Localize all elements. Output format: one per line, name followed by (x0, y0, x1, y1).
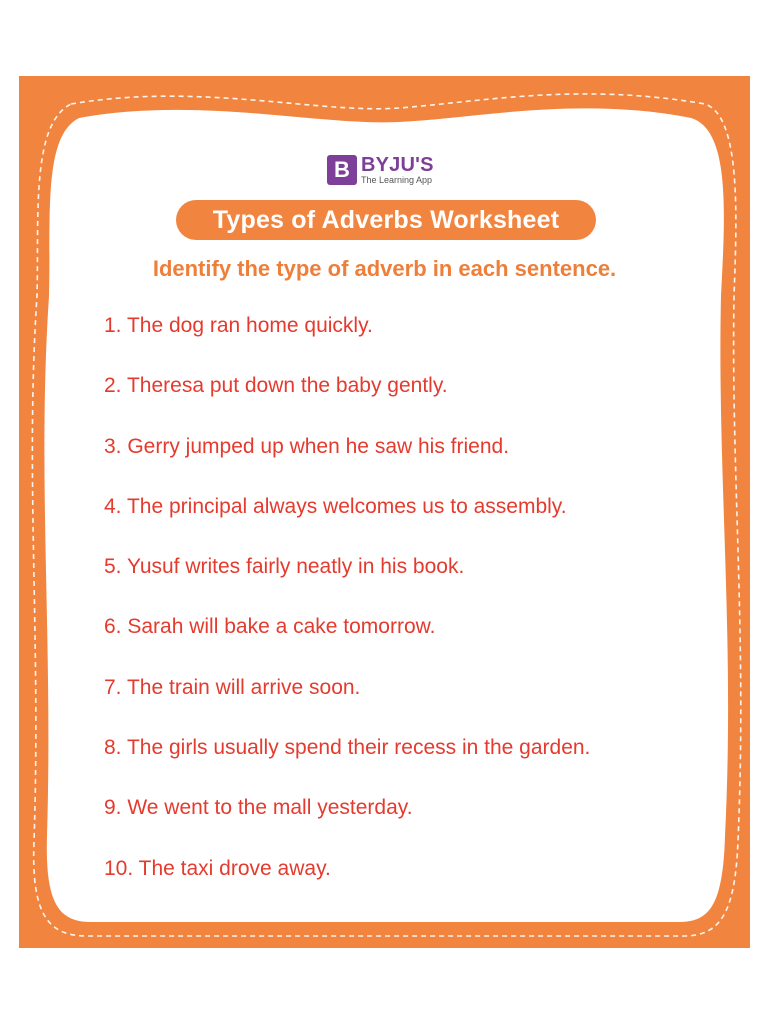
question-item: 2. Theresa put down the baby gently. (104, 374, 448, 398)
question-item: 7. The train will arrive soon. (104, 675, 361, 699)
logo-mark-letter: B (334, 157, 350, 182)
instruction-text: Identify the type of adverb in each sentence. (152, 256, 617, 281)
question-item: 3. Gerry jumped up when he saw his friend. (104, 434, 510, 458)
title-banner (176, 200, 596, 240)
question-list (104, 313, 590, 916)
worksheet-title: Types of Adverbs Worksheet (212, 205, 560, 234)
question-item: 5. Yusuf writes fairly neatly in his book. (104, 555, 465, 579)
question-item: 8. The girls usually spend their recess in the garden. (104, 736, 591, 760)
question-item: 10. The taxi drove away. (104, 856, 331, 880)
logo-tagline: The Learning App (361, 175, 433, 185)
question-item: 1. The dog ran home quickly. (104, 314, 373, 337)
question-item: 4. The principal always welcomes us to assembly. (104, 494, 567, 518)
question-item: 6. Sarah will bake a cake tomorrow. (104, 615, 436, 639)
logo-text (361, 155, 434, 185)
logo-brand: BYJU'S (361, 154, 434, 176)
byjus-logo-mark (327, 155, 357, 185)
question-item: 9. We went to the mall yesterday. (104, 796, 413, 820)
byjus-logo (327, 153, 434, 187)
orange-frame (19, 76, 750, 948)
